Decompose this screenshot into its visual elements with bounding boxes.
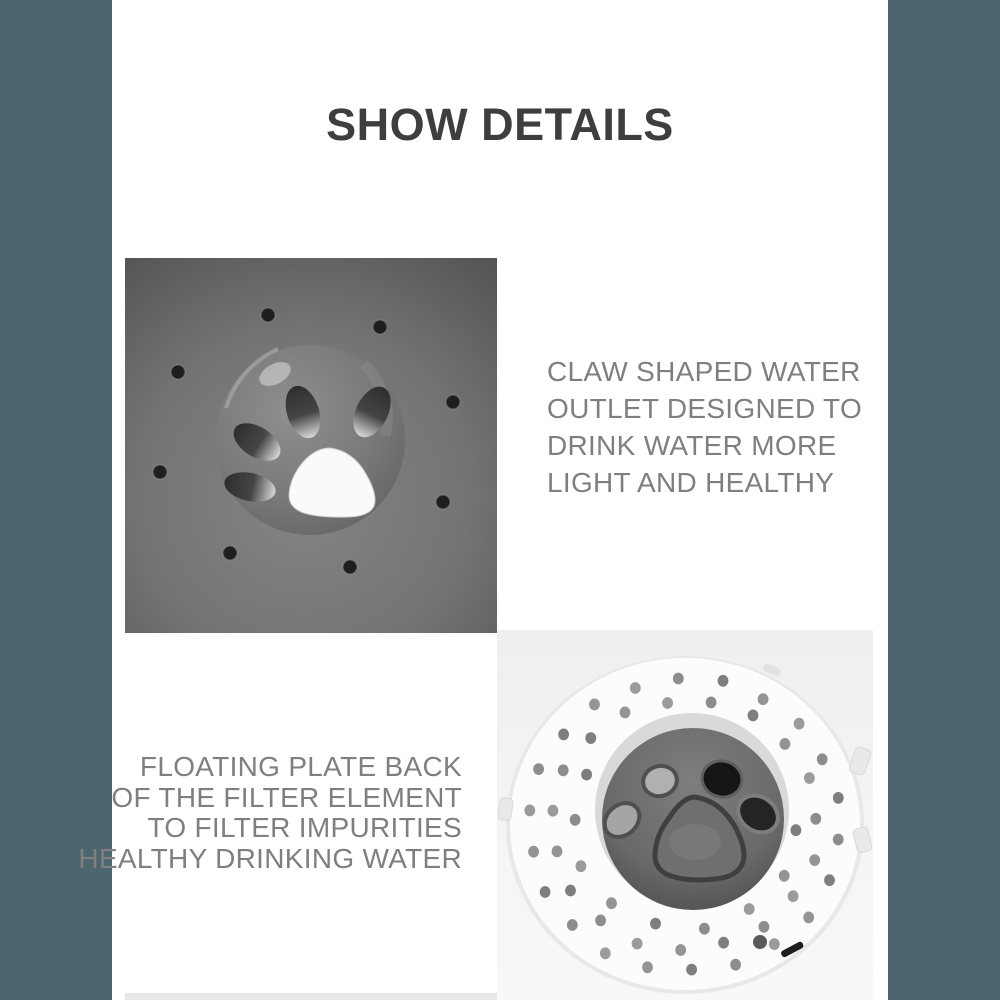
filter-plate-caption [78,752,462,874]
filter-plate-photo [497,630,873,1000]
claw-outlet-photo [125,258,497,633]
caption-line: TO FILTER IMPURITIES [147,812,462,843]
right-accent-bar [888,0,1000,1000]
claw-outlet-caption [547,353,862,501]
claw-outlet-photo-image [125,258,497,633]
caption-line: DRINK WATER MORE [547,430,837,461]
filter-plate-photo-image [497,630,873,1000]
caption-line: LIGHT AND HEALTHY [547,467,835,498]
caption-line: OF THE FILTER ELEMENT [111,781,462,813]
caption-line: HEALTHY DRINKING WATER [78,842,462,874]
page-title: SHOW DETAILS [326,99,674,150]
caption-line: OUTLET DESIGNED TO [547,393,863,424]
paw-outlet [215,345,405,535]
caption-line: CLAW SHAPED WATER [547,356,861,387]
caption-line: FLOATING PLATE BACK [139,751,462,782]
